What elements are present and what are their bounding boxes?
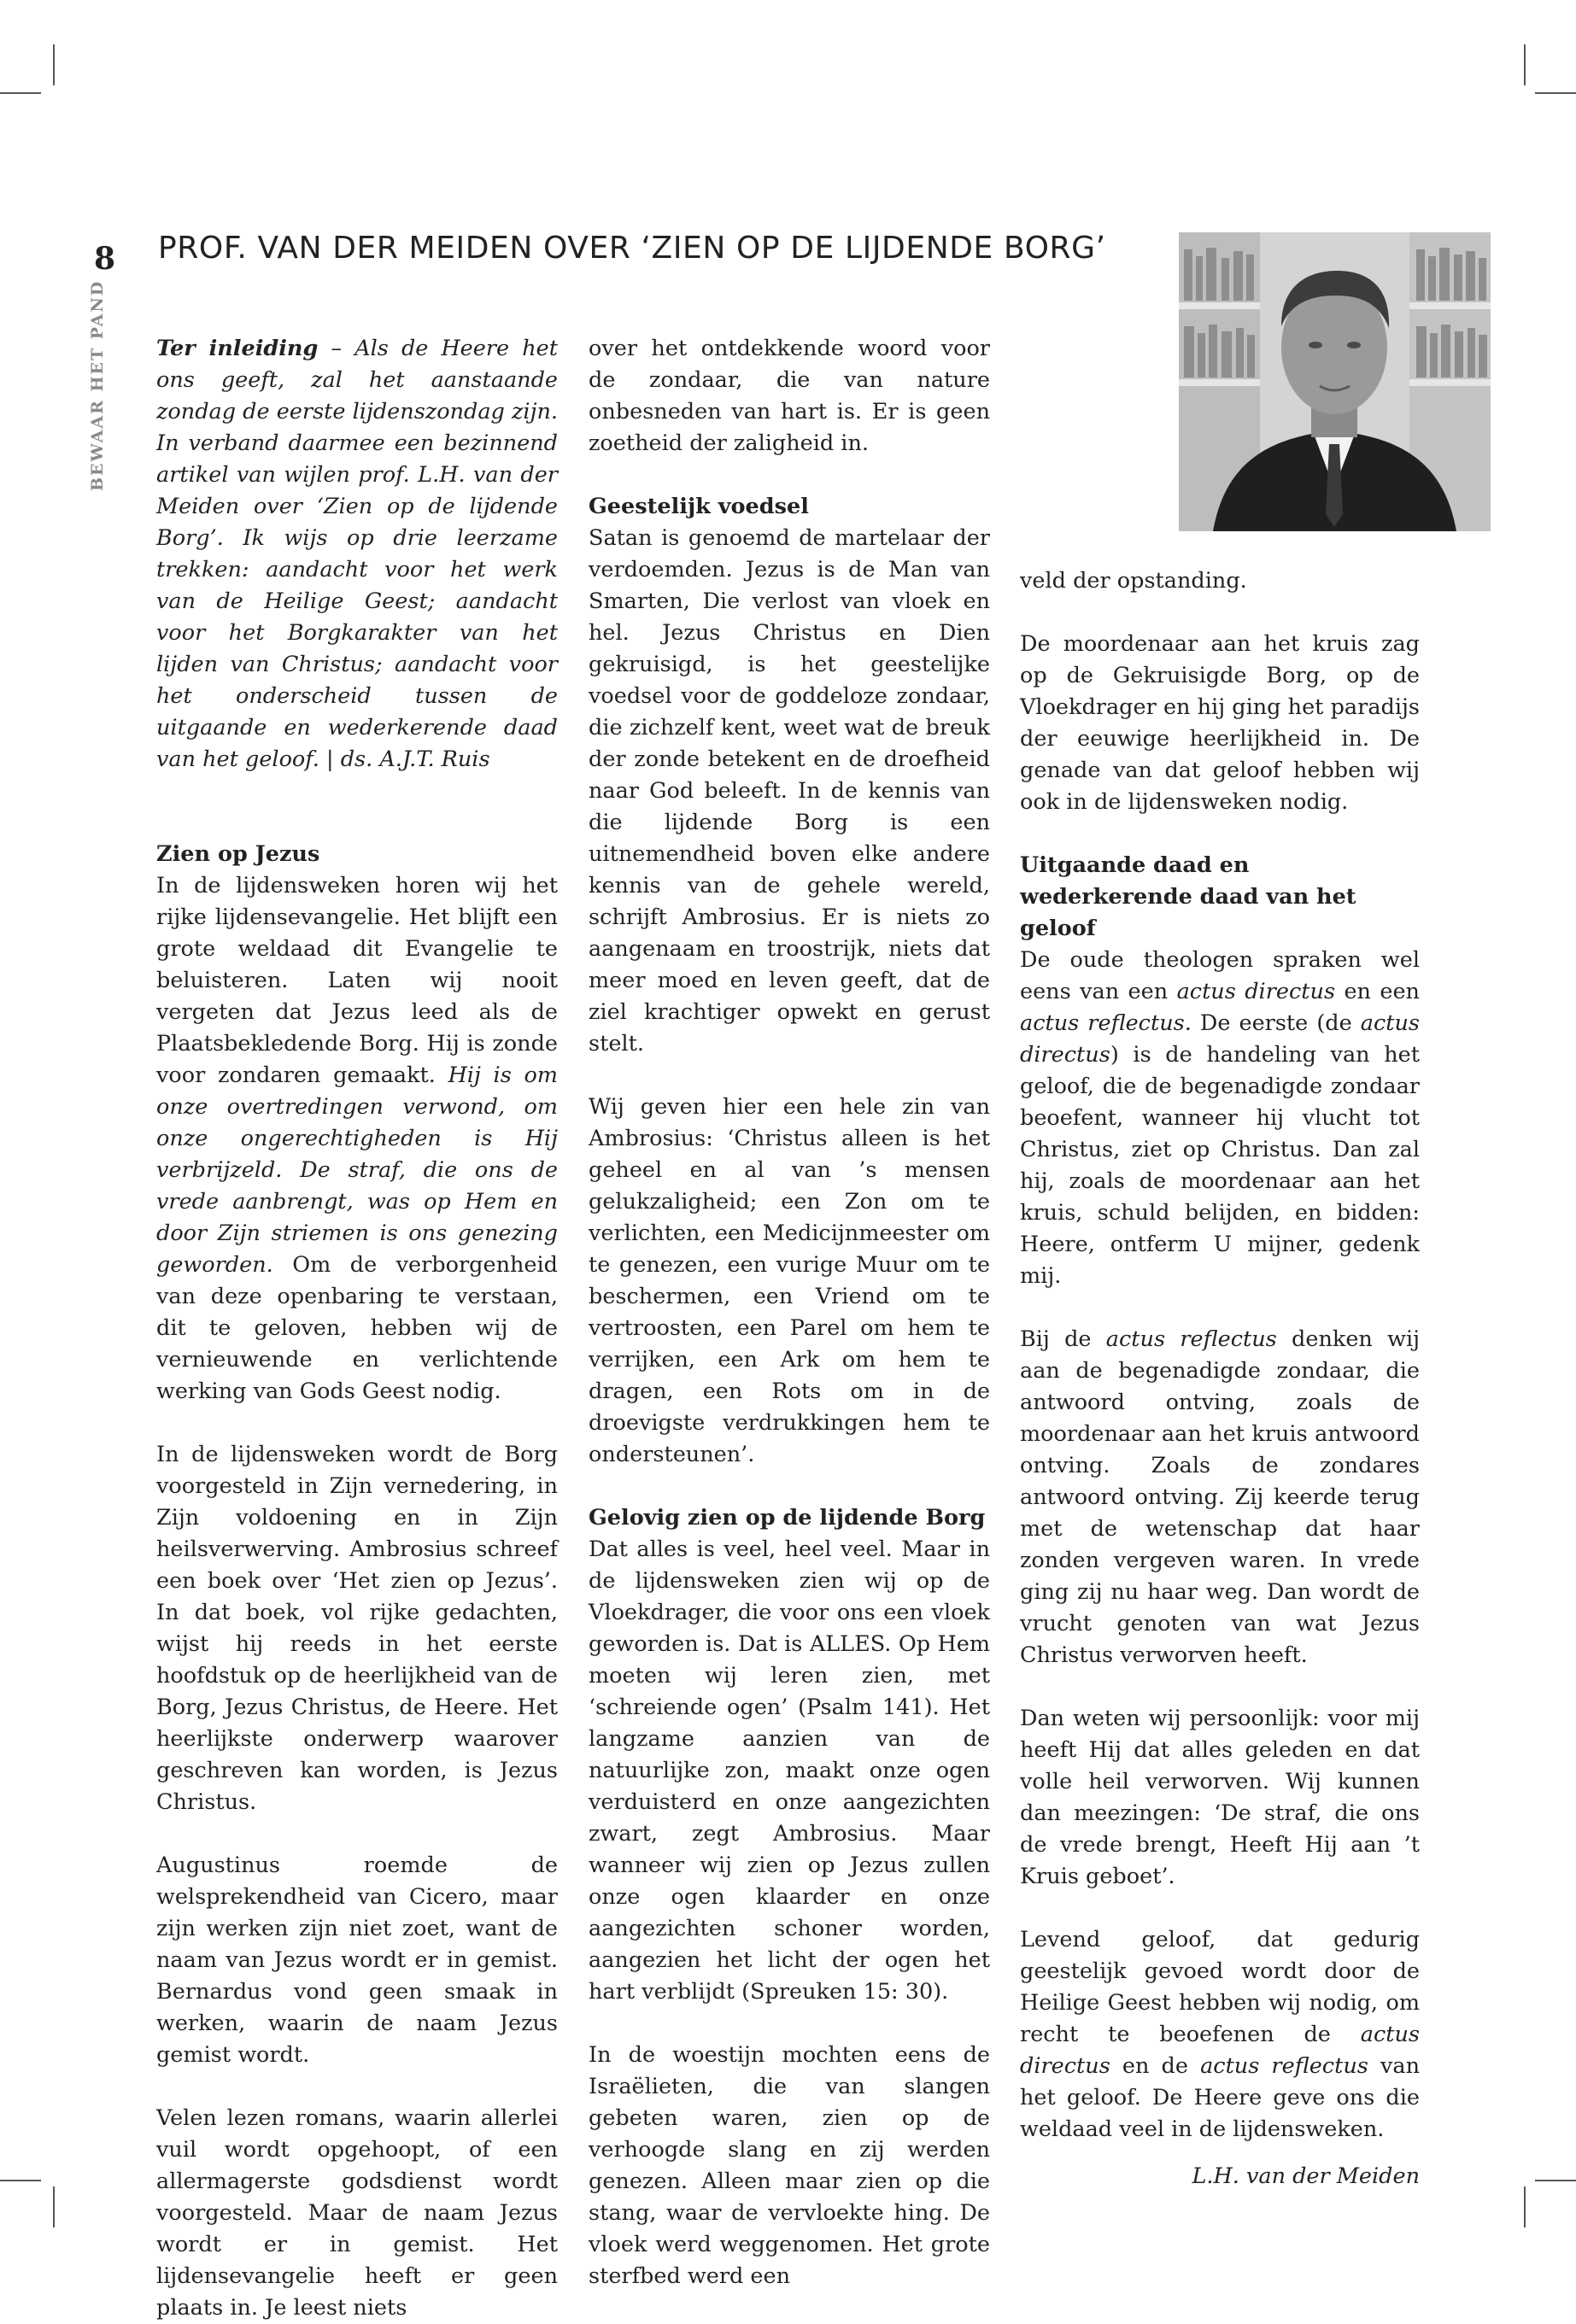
intro-text: – Als de Heere het ons geeft, zal het aanstaande zondag de eerste lijdenszondag zijn. In verband daarmee een bezinnend artikel van wijlen prof. L.H. van der Meiden over ‘Zien op de lijdende Borg’. Ik wijs op drie leerzame trekken: aandacht voor het werk van de Heilige Geest; aandacht voor het Borgkarakter van het lijden van Christus; aandacht voor het onderscheid tussen de uitgaande en wederkerende daad van het geloof. | ds. A.J.T. Ruis	[156, 336, 558, 772]
heading-zien-op-jezus: Zien op Jezus	[156, 841, 320, 867]
author-signature: L.H. van der Meiden	[1192, 2163, 1420, 2189]
crop-mark-top-left-h	[0, 92, 41, 94]
paragraph-continued: veld der opstanding.	[1020, 568, 1247, 594]
crop-mark-top-right-h	[1535, 92, 1576, 94]
paragraph-continued: over het ontdekkende woord voor de zondaar, die van nature onbesneden van hart is. Er is geen zoetheid der zaligheid in.	[589, 336, 990, 456]
column-2	[589, 333, 990, 2292]
column-1	[156, 333, 558, 2324]
scripture-quote: Hij is om onze overtredingen verwond, om onze ongerechtigheden is Hij verbrijzeld. De straf, die ons de vrede aanbrengt, was op Hem en door Zijn striemen is ons genezing geworden.	[156, 1062, 558, 1278]
paragraph: Levend geloof, dat gedurig geestelijk gevoed wordt door de Heilige Geest hebben wij nodig, om recht te beoefenen de actus directus en de actus reflectus van het geloof. De Heere geve ons die weldaad veel in de lijdensweken.	[1020, 1927, 1421, 2142]
heading-uitgaande-daad: Uitgaande daad en wederkerende daad van het geloof	[1020, 852, 1356, 941]
paragraph: Augustinus roemde de welsprekendheid van Cicero, maar zijn werken zijn niet zoet, want de naam van Jezus wordt er in gemist. Bernardus vond geen smaak in werken, waarin de naam Jezus gemist wordt.	[156, 1853, 558, 2068]
crop-mark-top-left-v	[53, 44, 55, 85]
paragraph: Bij de actus reflectus denken wij aan de begenadigde zondaar, die antwoord ontving, zoals de moordenaar aan het kruis antwoord ontving. Zoals de zondares antwoord ontving. Zij keerde terug met de wetenschap dat haar zonden vergeven waren. In vrede ging zij nu haar weg. Dan wordt de vrucht genoten van wat Jezus Christus verworven heeft.	[1020, 1326, 1421, 1668]
portrait-photo	[1179, 232, 1491, 531]
heading-gelovig-zien: Gelovig zien op de lijdende Borg	[589, 1505, 986, 1531]
paragraph: In de lijdensweken horen wij het rijke lijdensevangelie. Het blijft een grote weldaad dit Evangelie te beluisteren. Laten wij nooit vergeten dat Jezus leed als de Plaatsbekledende Borg. Hij is zonde voor zondaren gemaakt. Hij is om onze overtredingen verwond, om onze ongerechtigheden is Hij verbrijzeld. De straf, die ons de vrede aanbrengt, was op Hem en door Zijn striemen is ons genezing geworden. Om de verborgenheid van deze openbaring te verstaan, dit te geloven, hebben wij de vernieuwende en verlichtende werking van Gods Geest nodig.	[156, 873, 558, 1404]
crop-mark-bottom-left-h	[0, 2180, 41, 2181]
crop-mark-top-right-v	[1524, 44, 1526, 85]
heading-geestelijk-voedsel: Geestelijk voedsel	[589, 494, 809, 519]
page-number: 8	[94, 241, 116, 277]
paragraph: De oude theologen spraken wel eens van een actus directus en een actus reflectus. De eerste (de actus directus) is de handeling van het geloof, die de begenadigde zondaar beoefent, wanneer hij vlucht tot Christus, ziet op Christus. Dan zal hij, zoals de moordenaar aan het kruis, schuld belijden, en bidden: Heere, ontferm U mijner, gedenk mij.	[1020, 947, 1420, 1289]
paragraph: Dan weten wij persoonlijk: voor mij heeft Hij dat alles geleden en dat volle heil verworven. Wij kunnen dan meezingen: ‘De straf, die ons de vrede brengt, Heeft Hij aan ’t Kruis geboet’.	[1020, 1706, 1420, 1889]
column-3	[1020, 565, 1420, 2192]
paragraph: De moordenaar aan het kruis zag op de Gekruisigde Borg, op de Vloekdrager en hij ging het paradijs der eeuwige heerlijkheid in. De genade van dat geloof hebben wij ook in de lijdensweken nodig.	[1020, 631, 1420, 815]
paragraph: Velen lezen romans, waarin allerlei vuil wordt opgehoopt, of een allermagerste godsdienst wordt voorgesteld. Maar de naam Jezus wordt er in gemist. Het lijdensevangelie heeft er geen plaats in. Je leest niets	[156, 2105, 558, 2321]
intro-lead: Ter inleiding	[156, 336, 319, 361]
section-label: BEWAAR HET PAND	[88, 279, 107, 491]
paragraph: In de woestijn mochten eens de Israëlieten, die van slangen gebeten waren, zien op de verhoogde slang en zij werden genezen. Alleen maar zien op die stang, waar de vervloekte hing. De vloek werd weggenomen. Het grote sterfbed werd een	[589, 2042, 990, 2289]
paragraph: Dat alles is veel, heel veel. Maar in de lijdensweken zien wij op de Vloekdrager, die voor ons een vloek geworden is. Dat is ALLES. Op Hem moeten wij leren zien, met ‘schreiende ogen’ (Psalm 141). Het langzame aanzien van de natuurlijke zon, maakt onze ogen verduisterd en onze aangezichten zwart, zegt Ambrosius. Maar wanneer wij zien op Jezus zullen onze ogen klaarder en onze aangezichten schoner worden, aangezien het licht der ogen het hart verblijdt (Spreuken 15: 30).	[589, 1537, 990, 2005]
paragraph: Wij geven hier een hele zin van Ambrosius: ‘Christus alleen is het geheel en al van ’s mensen gelukzaligheid; een Zon om te verlichten, een Medicijnmeester om te genezen, een vurige Muur om te beschermen, een Vriend om te vertroosten, een Parel om hem te verrijken, een Ark om hem te dragen, een Rots om in de droevigste verdrukkingen hem te ondersteunen’.	[589, 1094, 990, 1467]
crop-mark-bottom-left-v	[53, 2186, 55, 2227]
crop-mark-bottom-right-h	[1535, 2180, 1576, 2181]
intro-paragraph	[156, 333, 558, 776]
paragraph: Satan is genoemd de martelaar der verdoemden. Jezus is de Man van Smarten, Die verlost van vloek en hel. Jezus Christus en Dien gekruisigd, is het geestelijke voedsel voor de goddeloze zondaar, die zichzelf kent, weet wat de breuk der zonde betekent en de droefheid naar God beleeft. In de kennis van die lijdende Borg is een uitnemendheid boven elke andere kennis van de gehele wereld, schrijft Ambrosius. Er is niets zo aangenaam en troostrijk, niets dat meer moed en leven geeft, dat de ziel krachtiger opwekt en gerust stelt.	[589, 525, 990, 1057]
crop-mark-bottom-right-v	[1524, 2186, 1526, 2227]
paragraph: In de lijdensweken wordt de Borg voorgesteld in Zijn vernedering, in Zijn voldoening en in Zijn heilsverwerving. Ambrosius schreef een boek over ‘Het zien op Jezus’. In dat boek, vol rijke gedachten, wijst hij reeds in het eerste hoofdstuk op de heerlijkheid van de Borg, Jezus Christus, de Heere. Het heerlijkste onderwerp waarover geschreven kan worden, is Jezus Christus.	[156, 1442, 558, 1815]
portrait-photo-icon	[1179, 232, 1491, 531]
article-title: PROF. VAN DER MEIDEN OVER ‘ZIEN OP DE LIJDENDE BORG’	[158, 231, 1106, 266]
